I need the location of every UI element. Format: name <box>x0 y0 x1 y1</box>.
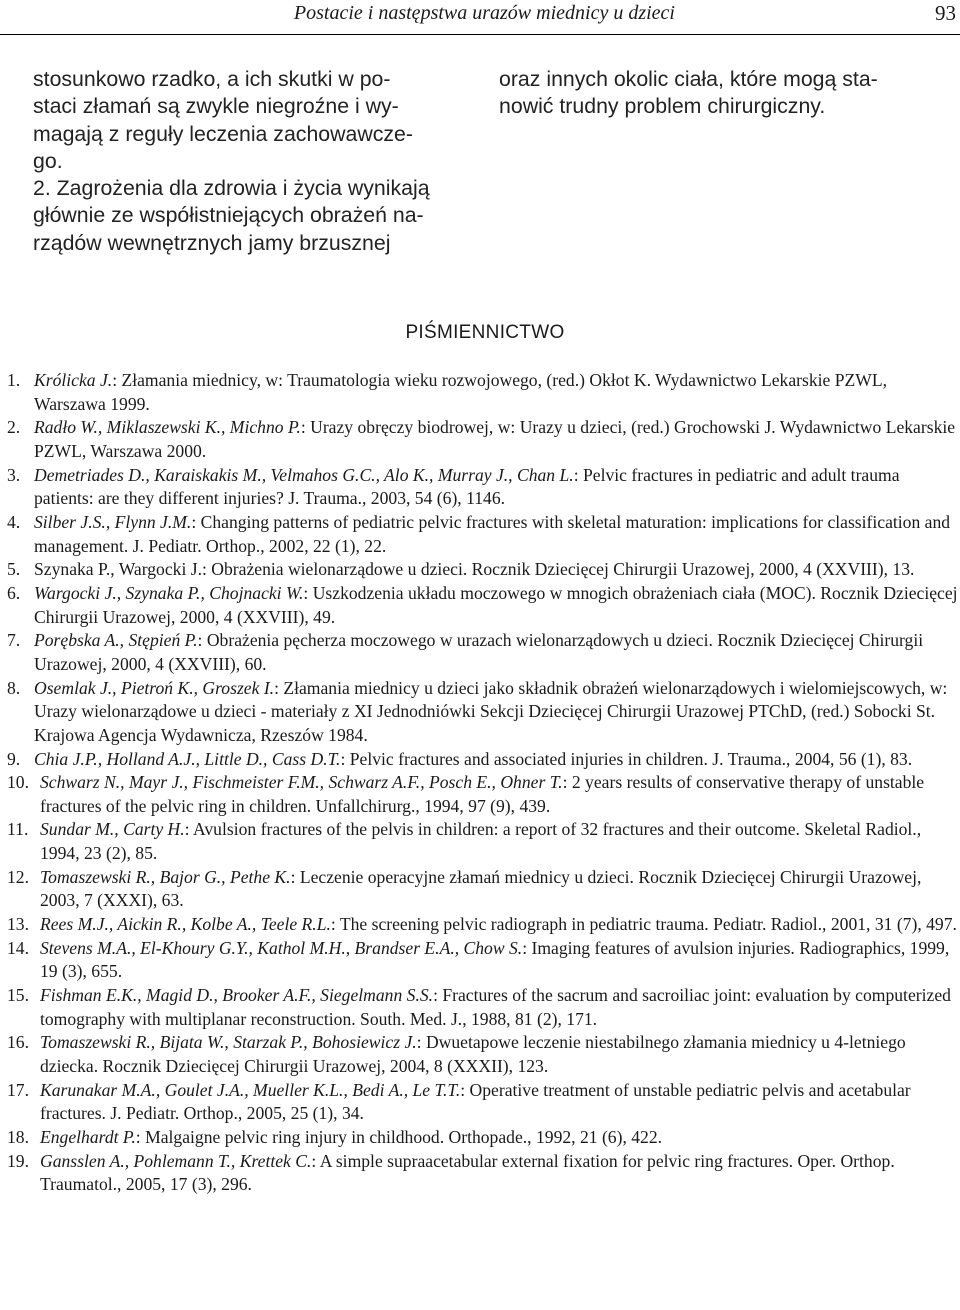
reference-text: : Fractures of the sacrum and sacroiliac joint: evaluation by computerized tomography with multiplanar reconstruction. South. Med. J., 1988, 81 (2), 171. <box>40 985 951 1029</box>
reference-number: 10. <box>7 772 29 793</box>
reference-item <box>7 629 959 676</box>
reference-text: : Pelvic fractures in pediatric and adult trauma patients: are they different injuries? J. Trauma., 2003, 54 (6), 1146. <box>34 464 900 509</box>
reference-authors: Schwarz N., Mayr J., Fischmeister F.M., Schwarz A.F., Posch E., Ohner T. <box>40 772 563 793</box>
reference-item <box>7 677 959 748</box>
body-line: rządów wewnętrznych jamy brzusznej <box>33 230 391 255</box>
reference-text: : Obrażenia pęcherza moczowego w urazach wielonarządowych u dzieci. Rocznik Dziecięcej Chirurgii Urazowej, 2000, 4 (XXVIII), 60. <box>34 630 924 674</box>
reference-item <box>7 748 959 772</box>
reference-item <box>7 984 959 1031</box>
reference-number: 18. <box>7 1127 29 1147</box>
reference-number: 19. <box>7 1150 29 1171</box>
reference-number: 1. <box>7 370 21 390</box>
page-number: 93 <box>935 1 956 25</box>
reference-text: : Imaging features of avulsion injuries. Radiographics, 1999, 19 (3), 655. <box>40 937 950 982</box>
reference-authors: Porębska A., Stępień P. <box>34 630 198 651</box>
reference-item <box>7 369 959 416</box>
left-text-column <box>33 66 473 257</box>
reference-number: 9. <box>7 748 21 769</box>
body-line: staci złamań są zwykle niegroźne i wy- <box>33 94 399 119</box>
reference-item <box>7 818 959 865</box>
reference-item <box>7 464 959 511</box>
reference-authors: Stevens M.A., El-Khoury G.Y., Kathol M.H., Brandser E.A., Chow S. <box>40 937 523 958</box>
reference-number: 16. <box>7 1032 29 1053</box>
reference-item <box>7 1031 959 1078</box>
reference-item <box>7 1126 959 1150</box>
section-title: PIŚMIENNICTWO <box>405 322 565 343</box>
body-line: nowić trudny problem chirurgiczny. <box>499 94 826 119</box>
reference-authors: Tomaszewski R., Bajor G., Pethe K. <box>40 866 291 887</box>
reference-item <box>7 771 959 818</box>
reference-number: 11. <box>7 819 29 840</box>
body-line: oraz innych okolic ciała, które mogą sta- <box>499 67 878 91</box>
reference-text: : Changing patterns of pediatric pelvic fractures with skeletal maturation: implications for classification and management. J. Pediatr. Orthop., 2002, 22 (1), 22. <box>34 511 951 556</box>
reference-number: 15. <box>7 985 29 1006</box>
running-title: Postacie i następstwa urazów miednicy u dzieci <box>293 2 675 24</box>
reference-number: 8. <box>7 677 21 698</box>
reference-number: 12. <box>7 866 29 887</box>
reference-authors: Radło W., Miklaszewski K., Michno P. <box>34 417 301 438</box>
reference-item <box>7 1079 959 1126</box>
reference-text: : The screening pelvic radiograph in pediatric trauma. Pediatr. Radiol., 2001, 31 (7), 497. <box>330 914 957 935</box>
reference-text: : A simple supraacetabular external fixation for pelvic ring fractures. Oper. Orthop. Traumatol., 2005, 17 (3), 296. <box>40 1150 895 1195</box>
reference-text: Szynaka P., Wargocki J.: Obrażenia wielonarządowe u dzieci. Rocznik Dziecięcej Chirurgii Urazowej, 2000, 4 (XXVIII), 13. <box>34 559 915 580</box>
reference-text: : Złamania miednicy, w: Traumatologia wieku rozwojowego, (red.) Okłot K. Wydawnictwo Lekarskie PZWL, Warszawa 1999. <box>34 370 888 414</box>
reference-authors: Demetriades D., Karaiskakis M., Velmahos G.C., Alo K., Murray J., Chan L. <box>34 464 574 485</box>
reference-text: : Urazy obręczy biodrowej, w: Urazy u dzieci, (red.) Grochowski J. Wydawnictwo Lekarskie PZWL, Warszawa 2000. <box>34 417 956 461</box>
reference-item <box>7 866 959 913</box>
reference-text: : Leczenie operacyjne złamań miednicy u dzieci. Rocznik Dziecięcej Chirurgii Urazowej, 2003, 7 (XXXI), 63. <box>40 866 922 911</box>
reference-number: 14. <box>7 937 29 958</box>
reference-authors: Silber J.S., Flynn J.M. <box>34 511 192 532</box>
reference-item <box>7 416 959 463</box>
reference-text: : 2 years results of conservative therapy of unstable fractures of the pelvic ring in children. Unfallchirurg., 1994, 97 (9), 439. <box>40 772 925 816</box>
reference-list <box>7 369 959 1197</box>
reference-number: 17. <box>7 1079 29 1100</box>
reference-authors: Osemlak J., Pietroń K., Groszek I. <box>34 677 275 698</box>
body-line: go. <box>33 148 63 173</box>
reference-number: 3. <box>7 464 21 485</box>
reference-number: 5. <box>7 559 21 580</box>
reference-number: 13. <box>7 914 29 935</box>
reference-text: : Avulsion fractures of the pelvis in children: a report of 32 fractures and their outcome. Skeletal Radiol., 1994, 23 (2), 85. <box>40 819 922 864</box>
reference-number: 7. <box>7 630 21 651</box>
reference-authors: Wargocki J., Szynaka P., Chojnacki W. <box>34 582 304 603</box>
reference-item <box>7 511 959 558</box>
body-line: stosunkowo rzadko, a ich skutki w po- <box>33 67 391 91</box>
body-line: magają z reguły leczenia zachowawcze- <box>33 121 413 146</box>
reference-text: : Pelvic fractures and associated injuries in children. J. Trauma., 2004, 56 (1), 83. <box>340 748 913 769</box>
reference-authors: Sundar M., Carty H. <box>40 819 185 840</box>
body-line: 2. Zagrożenia dla zdrowia i życia wynikają <box>33 176 430 201</box>
reference-text: : Malgaigne pelvic ring injury in childhood. Orthopade., 1992, 21 (6), 422. <box>135 1127 663 1147</box>
reference-text: : Złamania miednicy u dzieci jako składnik obrażeń wielonarządowych i wielomiejscowych, w: Urazy wielonarządowe u dzieci - materiały z XI Jednodniówki Sekcji Dziecięcej Chirurgii Urazowej PTChD, (red.) Sobocki St. Krajowa Agencja Wydawnicza, Rzeszów 1984. <box>34 677 948 745</box>
reference-authors: Fishman E.K., Magid D., Brooker A.F., Siegelmann S.S. <box>40 985 434 1006</box>
reference-authors: Tomaszewski R., Bijata W., Starzak P., Bohosiewicz J. <box>40 1032 417 1053</box>
reference-authors: Engelhardt P. <box>40 1127 136 1147</box>
reference-text: : Operative treatment of unstable pediatric pelvis and acetabular fractures. J. Pediatr. Orthop., 2005, 25 (1), 34. <box>40 1079 911 1124</box>
reference-authors: Chia J.P., Holland A.J., Little D., Cass D.T. <box>34 748 341 769</box>
reference-authors: Gansslen A., Pohlemann T., Krettek C. <box>40 1150 312 1171</box>
reference-item <box>7 937 959 984</box>
reference-item <box>7 582 959 629</box>
reference-item <box>7 558 959 582</box>
right-text-column <box>499 66 939 121</box>
running-header <box>0 0 960 35</box>
reference-authors: Królicka J. <box>34 370 113 390</box>
reference-text: : Dwuetapowe leczenie niestabilnego złamania miednicy u 4-letniego dziecka. Rocznik Dziecięcej Chirurgii Urazowej, 2004, 8 (XXXII), 123. <box>40 1032 906 1077</box>
reference-item <box>7 1150 959 1197</box>
reference-number: 6. <box>7 582 21 603</box>
body-line: głównie ze współistniejących obrażeń na- <box>33 203 424 228</box>
reference-number: 4. <box>7 511 21 532</box>
reference-text: : Uszkodzenia układu moczowego w mnogich obrażeniach ciała (MOC). Rocznik Dziecięcej Chirurgii Urazowej, 2000, 4 (XXVIII), 49. <box>34 582 958 627</box>
reference-authors: Rees M.J., Aickin R., Kolbe A., Teele R.L. <box>40 914 331 935</box>
reference-item <box>7 913 959 937</box>
reference-authors: Karunakar M.A., Goulet J.A., Mueller K.L., Bedi A., Le T.T. <box>40 1079 461 1100</box>
reference-number: 2. <box>7 417 21 438</box>
